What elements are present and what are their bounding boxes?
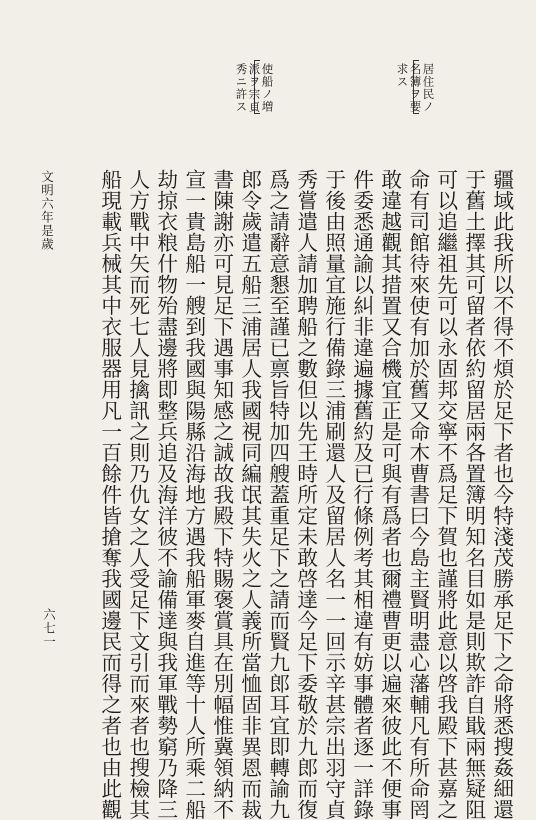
text-column-5: 敢違越觀其措置又合機宜正是可與有爲者也爾禮曹更以遍來彼此不便事 [377, 169, 402, 820]
text-column-11: 書陳謝亦可見足下遇事知感之誠故我殿下特賜褒賞具在別幅惟冀領納不 [209, 169, 234, 820]
note-line: 名簿ヲ要 [408, 63, 423, 113]
text-column-10: 郎令歲遣五船三浦居人我國視同編氓其失火之人義所當恤固非異恩而裁 [237, 169, 262, 820]
note-line: 秀ニ許ス [234, 63, 249, 113]
note-line: 居住民ノ [421, 63, 436, 113]
text-column-12: 宣一貴島船一艘到我國與陽縣沿海地方遇我船軍麥自進等十人所乘二船 [181, 169, 206, 820]
note-line: 求ス [395, 63, 410, 88]
text-column-6: 件委悉通諭以糾非違遍據舊約及已行條例考其相違有妨事體者逐一詳錄 [349, 169, 374, 820]
text-column-4: 命有司館待來使有加於舊又命木曹書曰今島主賢明盡心藩輔凡有所命罔 [405, 169, 430, 820]
text-column-8: 秀嘗遣人請加聘船之數但以先王時所定未敢啓達今足下委敬於九郎而復 [293, 169, 318, 820]
text-column-14: 人方戰中矢而死七人見擒訊之則乃仇女之人受足下文引而來者也搜檢其 [125, 169, 150, 820]
text-column-9: 爲之請辭意懇至謹已禀旨特加四艘蓋重足下之請而賢九郎耳宜即轉諭九 [265, 169, 290, 820]
text-column-1: 疆域此我所以不得不煩於足下者也今特淺茂勝承足下之命將悉搜姦細還 [489, 169, 514, 820]
text-column-7: 于後由照量宜施行備錄三浦刷還人及留居人名一一回示辛甚宗出羽守貞 [321, 169, 346, 820]
text-column-3: 可以追繼祖先可以永固邦交寧不爲足下賀也謹將此意以啓我殿下甚嘉之 [433, 169, 458, 820]
text-column-15: 船現載兵械其中衣服器用凡一百餘件皆搶奪我國邊民而得之者也由此觀 [97, 169, 122, 820]
note-line: 派ヲ宗貞 [247, 63, 262, 113]
running-title: 文明六年是歲 [39, 170, 55, 251]
text-column-2: 于舊土擇其可留者依約留居兩各置簿明知名目如是則欺詐自戢兩無疑阻 [461, 169, 486, 820]
note-line: 使船ノ増 [260, 63, 275, 113]
text-column-13: 劫掠衣粮什物殆盡邊將即整兵追及海洋彼不諭備達與我軍戰勢窮乃降三 [153, 169, 178, 820]
page-number: 六七一 [41, 608, 57, 649]
